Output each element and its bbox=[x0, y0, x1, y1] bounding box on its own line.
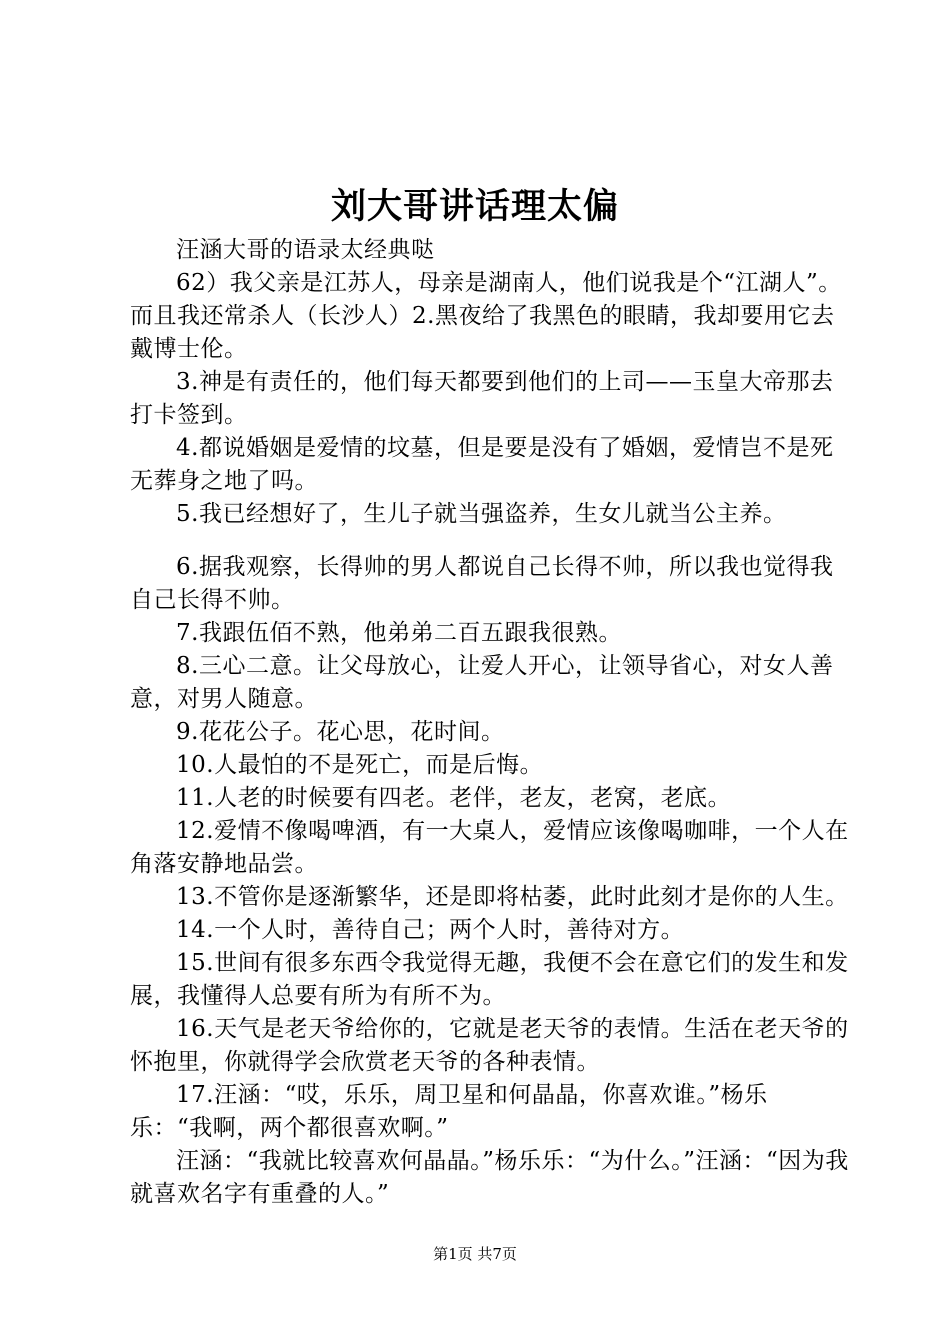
paragraph-item: 3.神是有责任的，他们每天都要到他们的上司——玉皇大帝那去打卡签到。 bbox=[130, 369, 834, 428]
document-body bbox=[130, 234, 850, 1211]
paragraph-item: 62）我父亲是江苏人，母亲是湖南人，他们说我是个“江湖人”。而且我还常杀人（长沙人）2.黑夜给了我黑色的眼睛，我却要用它去戴博士伦。 bbox=[130, 270, 842, 362]
paragraph-intro: 汪涵大哥的语录太经典哒 bbox=[176, 237, 435, 263]
paragraph-item: 14.一个人时，善待自己；两个人时，善待对方。 bbox=[176, 917, 685, 943]
paragraph-item: 11.人老的时候要有四老。老伴，老友，老窝，老底。 bbox=[176, 785, 732, 811]
page-number-footer: 第1页 共7页 bbox=[433, 1245, 517, 1263]
document-title: 刘大哥讲话理太偏 bbox=[330, 186, 619, 227]
paragraph-item: 9.花花公子。花心思，花时间。 bbox=[176, 719, 505, 745]
paragraph-item: 17.汪涵：“哎，乐乐，周卫星和何晶晶，你喜欢谁。”杨乐乐：“我啊，两个都很喜欢啊。” bbox=[130, 1082, 768, 1141]
paragraph-item: 6.据我观察，长得帅的男人都说自己长得不帅，所以我也觉得我自己长得不帅。 bbox=[130, 554, 834, 613]
paragraph-item: 13.不管你是逐渐繁华，还是即将枯萎，此时此刻才是你的人生。 bbox=[176, 884, 849, 910]
paragraph-item: 15.世间有很多东西令我觉得无趣，我便不会在意它们的发生和发展，我懂得人总要有所为有所不为。 bbox=[130, 950, 849, 1009]
paragraph-item: 8.三心二意。让父母放心，让爱人开心，让领导省心，对女人善意，对男人随意。 bbox=[130, 653, 834, 712]
paragraph-item: 10.人最怕的不是死亡，而是后悔。 bbox=[176, 752, 544, 778]
paragraph-item: 5.我已经想好了，生儿子就当强盗养，生女儿就当公主养。 bbox=[176, 501, 787, 527]
paragraph-item: 7.我跟伍佰不熟，他弟弟二百五跟我很熟。 bbox=[176, 620, 622, 646]
paragraph-item: 12.爱情不像喝啤酒，有一大桌人，爱情应该像喝咖啡，一个人在角落安静地品尝。 bbox=[130, 818, 849, 877]
paragraph-item: 16.天气是老天爷给你的，它就是老天爷的表情。生活在老天爷的怀抱里，你就得学会欣赏老天爷的各种表情。 bbox=[130, 1016, 849, 1075]
paragraph-item: 4.都说婚姻是爱情的坟墓，但是要是没有了婚姻，爱情岂不是死无葬身之地了吗。 bbox=[130, 435, 834, 494]
paragraph-item: 汪涵：“我就比较喜欢何晶晶。”杨乐乐：“为什么。”汪涵：“因为我就喜欢名字有重叠的人。” bbox=[130, 1148, 849, 1207]
